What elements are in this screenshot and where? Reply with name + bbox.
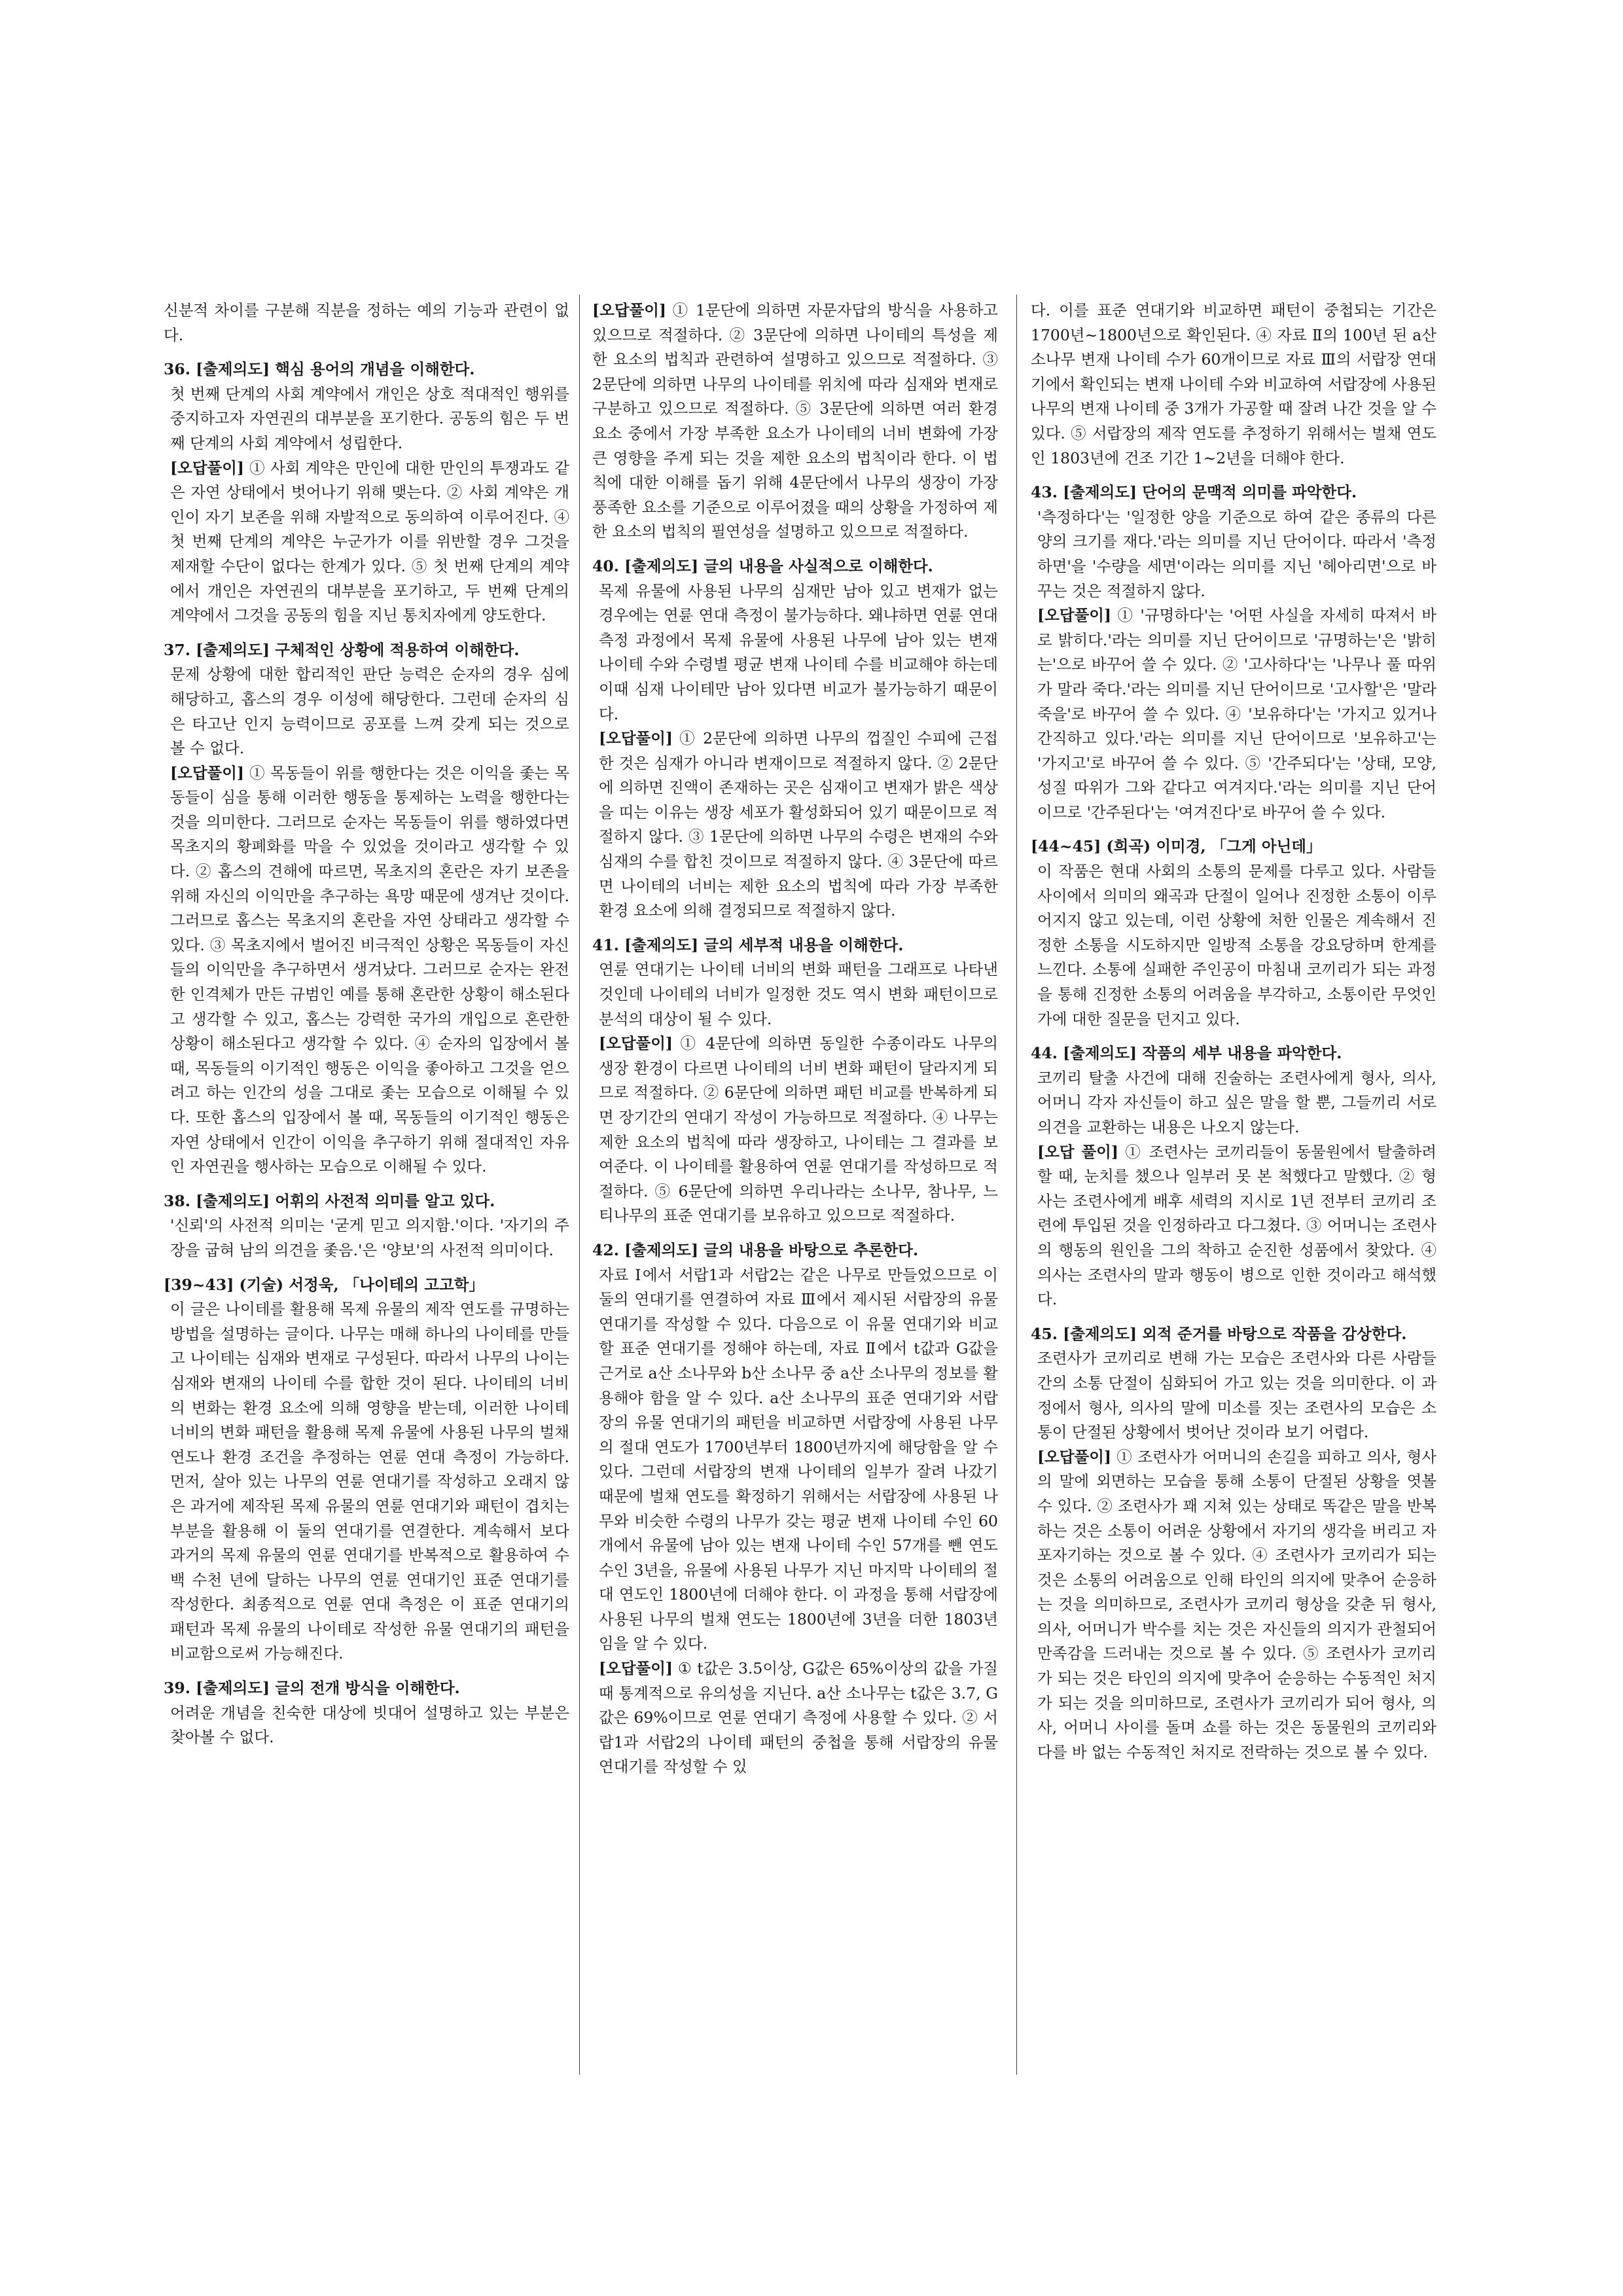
explanation-paragraph — [599, 1031, 998, 1229]
answer-section — [164, 1189, 569, 1263]
paragraph-text: 이 글은 나이테를 활용해 목제 유물의 제작 연도를 규명하는 방법을 설명하는 글이다. 나무는 매해 하나의 나이테를 만들고 나이테는 심재와 변재로 구성된다. 따라서 나무의 나이는 심재와 변재의 나이테 수를 합한 것이 된다. 나이테의 너비의 변화는 환경 요소에 의해 영향을 받는데, 이러한 나이테 너비의 변화 패턴을 활용해 목제 유물에 사용된 나무의 벌채 연도나 환경 조건을 추정하는 연륜 연대 측정이 가능하다. 먼저, 살아 있는 나무의 연륜 연대기를 작성하고 오래지 않은 과거에 제작된 목제 유물의 연륜 연대기와 패턴이 겹치는 부분을 활용해 이 둘의 연대기를 연결한다. 계속해서 보다 과거의 목제 유물의 연륜 연대기를 반복적으로 활용하여 수백 수천 년에 달하는 나무의 연륜 연대기인 표준 연대기를 작성한다. 최종적으로 연륜 연대 측정은 이 표준 연대기의 패턴과 목제 유물의 나이테로 작성한 유물 연대기의 패턴을 비교함으로써 가능해진다. — [170, 1300, 569, 1663]
section-heading: 38. [출제의도] 어휘의 사전적 의미를 알고 있다. — [164, 1191, 495, 1210]
section-heading: 40. [출제의도] 글의 내용을 사실적으로 이해한다. — [592, 556, 933, 575]
explanation-paragraph — [170, 456, 569, 628]
answer-section — [1031, 1041, 1436, 1312]
explanation-paragraph — [164, 298, 569, 348]
wrong-answer-label: [오답풀이] — [170, 458, 245, 477]
explanation-paragraph — [170, 1297, 569, 1666]
answer-section — [164, 1273, 569, 1667]
wrong-answer-label: [오답풀이] — [599, 729, 673, 748]
paragraph-text: ① t값은 3.5이상, G값은 65%이상의 값을 가질 때 통계적으로 유의성을 지닌다. a산 소나무는 t값은 3.7, G값은 69%이므로 연륜 연대기 측정에 사용할 수 있다. ② 서랍1과 서랍2의 나이테 패턴의 중첩을 통해 서랍장의 유물 연대기를 작성할 수 있 — [599, 1659, 998, 1776]
explanation-paragraph — [1037, 859, 1436, 1031]
answer-section — [164, 357, 569, 628]
paragraph-text: 신분적 차이를 구분해 직분을 정하는 예의 기능과 관련이 없다. — [164, 301, 569, 344]
column-2 — [592, 298, 998, 1780]
section-heading: 36. [출제의도] 핵심 용어의 개념을 이해한다. — [164, 360, 475, 379]
wrong-answer-label: [오답 풀이] — [1037, 1142, 1118, 1161]
explanation-paragraph — [1037, 1445, 1436, 1765]
paragraph-text: 첫 번째 단계의 사회 계약에서 개인은 상호 적대적인 행위를 중지하고자 자연권의 대부분을 포기한다. 공동의 힘은 두 번째 단계의 사회 계약에서 성립한다. — [170, 384, 569, 452]
section-heading: 39. [출제의도] 글의 전개 방식을 이해한다. — [164, 1679, 460, 1698]
explanation-paragraph — [592, 298, 998, 545]
paragraph-text: 조련사가 코끼리로 변해 가는 모습은 조련사와 다른 사람들 간의 소통 단절이 심화되어 가고 있는 것을 의미한다. 이 과정에서 형사, 의사의 말에 미소를 짓는 조련사의 모습은 소통이 단절된 상황에서 벗어난 것이라 보기 어렵다. — [1037, 1349, 1436, 1442]
paragraph-text: ① 2문단에 의하면 나무의 껍질인 수피에 근접한 것은 심재가 아니라 변재이므로 적절하지 않다. ② 2문단에 의하면 진액이 존재하는 곳은 심재이고 변재가 밝은 색상을 띠는 이유는 생장 세포가 활성화되어 있기 때문이므로 적절하지 않다. ③ 1문단에 의하면 나무의 수령은 변재의 수와 심재의 수를 합친 것이므로 적절하지 않다. ④ 3문단에 따르면 나이테의 너비는 제한 요소의 법칙에 따라 가장 부족한 환경 요소에 의해 결정되므로 적절하지 않다. — [599, 729, 998, 920]
paragraph-text: 자료 Ⅰ에서 서랍1과 서랍2는 같은 나무로 만들었으므로 이 둘의 연대기를 연결하여 자료 Ⅲ에서 제시된 서랍장의 유물 연대기를 작성할 수 있다. 다음으로 이 유물 연대기와 비교할 표준 연대기를 정해야 하는데, 자료 Ⅱ에서 t값과 G값을 근거로 a산 소나무와 b산 소나무 중 a산 소나무의 정보를 활용해야 함을 알 수 있다. a산 소나무의 표준 연대기와 서랍장의 유물 연대기의 패턴을 비교하면 서랍장에 사용된 나무의 절대 연도가 1700년부터 1800년까지에 해당함을 알 수 있다. 그런데 서랍장의 변재 나이테의 일부가 잘려 나갔기 때문에 벌채 연도를 확정하기 위해서는 서랍장에 사용된 나무와 비슷한 수령의 나무가 갖는 평균 변재 나이테 수인 60개에서 유물에 남아 있는 변재 나이테 수인 57개를 뺀 연도 수인 3년을, 유물에 사용된 나무가 지닌 마지막 나이테의 절대 연도인 1800년에 더해야 한다. 이 과정을 통해 서랍장에 사용된 나무의 벌채 연도는 1800년에 3년을 더한 1803년임을 알 수 있다. — [599, 1265, 998, 1653]
explanation-paragraph — [1037, 603, 1436, 825]
section-heading: [39~43] (기술) 서정욱, 「나이테의 고고학」 — [164, 1275, 484, 1294]
answer-section — [592, 933, 998, 1229]
answer-section — [164, 638, 569, 1179]
answer-section — [1031, 298, 1436, 471]
paragraph-text: 다. 이를 표준 연대기와 비교하면 패턴이 중첩되는 기간은 1700년~1800년으로 확인된다. ④ 자료 Ⅱ의 100년 된 a산 소나무 변재 나이테 수가 60개이므로 자료 Ⅲ의 서랍장 연대기에서 확인되는 변재 나이테 수와 비교하여 서랍장에 사용된 나무의 변재 나이테 중 3개가 가공할 때 잘려 나간 것을 알 수 있다. ⑤ 서랍장의 제작 연도를 추정하기 위해서는 벌채 연도인 1803년에 건조 기간 1~2년을 더해야 한다. — [1031, 301, 1436, 467]
explanation-paragraph — [599, 958, 998, 1031]
wrong-answer-label: [오답풀이] — [1037, 606, 1112, 625]
column-1 — [164, 298, 569, 1750]
section-heading: 41. [출제의도] 글의 세부적 내용을 이해한다. — [592, 935, 904, 954]
explanation-paragraph — [170, 662, 569, 761]
section-heading: 45. [출제의도] 외적 준거를 바탕으로 작품을 감상한다. — [1031, 1324, 1407, 1343]
section-heading: 43. [출제의도] 단어의 문맥적 의미를 파악한다. — [1031, 483, 1357, 502]
answer-section — [1031, 1322, 1436, 1765]
paragraph-text: ① 목동들이 위를 행한다는 것은 이익을 좇는 목동들이 심을 통해 이러한 행동을 통제하는 노력을 행한다는 것을 의미한다. 그러므로 순자는 목동들이 위를 행하였다면 목초지의 황폐화를 막을 수 있었을 것이라고 생각할 수 있다. ② 홉스의 견해에 따르면, 목초지의 혼란은 자기 보존을 위해 자신의 이익만을 추구하는 욕망 때문에 생겨난 것이다. 그러므로 홉스는 목초지의 혼란을 자연 상태라고 생각할 수 있다. ③ 목초지에서 벌어진 비극적인 상황은 목동들이 자신들의 이익만을 추구하면서 생겨났다. 그러므로 순자는 완전한 인격체가 만든 규범인 예를 통해 혼란한 상황이 해소된다고 생각할 수 있고, 홉스는 강력한 국가의 개입으로 혼란한 상황이 해소된다고 생각할 수 있다. ④ 순자의 입장에서 볼 때, 목동들의 이기적인 행동은 이익을 좋아하고 그것을 얻으려고 하는 인간의 성을 그대로 좇는 모습으로 이해될 수 있다. 또한 홉스의 입장에서 볼 때, 목동들의 이기적인 행동은 자연 상태에서 인간이 이익을 추구하기 위해 절대적인 자유인 자연권을 행사하는 모습으로 이해될 수 있다. — [170, 763, 569, 1176]
paragraph-text: ① 사회 계약은 만인에 대한 만인의 투쟁과도 같은 자연 상태에서 벗어나기 위해 맺는다. ② 사회 계약은 개인이 자기 보존을 위해 자발적으로 동의하여 이루어진다. ④ 첫 번째 단계의 계약은 누군가가 이를 위반할 경우 그것을 제재할 수단이 없다는 한계가 있다. ⑤ 첫 번째 단계의 계약에서 개인은 자연권의 대부분을 포기하고, 두 번째 단계의 계약에서 그것을 공동의 힘을 지닌 통치자에게 양도한다. — [170, 458, 569, 625]
section-heading: [44~45] (희곡) 이미경, 「그게 아닌데」 — [1031, 837, 1322, 856]
wrong-answer-label: [오답풀이] — [599, 1034, 673, 1053]
answer-section — [592, 298, 998, 545]
answer-section — [592, 554, 998, 924]
explanation-paragraph — [599, 1263, 998, 1657]
paragraph-text: 코끼리 탈출 사건에 대해 진술하는 조련사에게 형사, 의사, 어머니 각자 자신들이 하고 싶은 말을 할 뿐, 그들끼리 서로 의견을 교환하는 내용은 나오지 않는다. — [1037, 1068, 1436, 1136]
section-heading: 44. [출제의도] 작품의 세부 내용을 파악한다. — [1031, 1044, 1342, 1063]
paragraph-text: ① '규명하다'는 '어떤 사실을 자세히 따져서 바로 밝히다.'라는 의미를 지닌 단어이므로 '규명하는'은 '밝히는'으로 바꾸어 쓸 수 있다. ② '고사하다'는 '나무나 풀 따위가 말라 죽다.'라는 의미를 지닌 단어이므로 '고사할'은 '말라 죽을'로 바꾸어 쓸 수 있다. ④ '보유하다'는 '가지고 있거나 간직하고 있다.'라는 의미를 지닌 단어이므로 '보유하고'는 '가지고'로 바꾸어 쓸 수 있다. ⑤ '간주되다'는 '상태, 모양, 성질 따위가 그와 같다고 여겨지다.'라는 의미를 지닌 단어이므로 '간주된다'는 '여겨진다'로 바꾸어 쓸 수 있다. — [1037, 606, 1436, 821]
paragraph-text: ① 1문단에 의하면 자문자답의 방식을 사용하고 있으므로 적절하다. ② 3문단에 의하면 나이테의 특성을 제한 요소의 법칙과 관련하여 설명하고 있으므로 적절하다. ③ 2문단에 의하면 나무의 나이테를 위치에 따라 심재와 변재로 구분하고 있으므로 적절하다. ⑤ 3문단에 의하면 여러 환경 요소 중에서 가장 부족한 요소가 나이테의 너비 변화에 가장 큰 영향을 주게 되는 것을 제한 요소의 법칙이라 한다. 이 법칙에 대한 이해를 돕기 위해 4문단에서 나무의 생장이 가장 풍족한 요소를 기준으로 이루어졌을 때의 상황을 가정하여 제한 요소의 법칙의 필연성을 설명하고 있으므로 적절하다. — [592, 301, 998, 541]
explanation-paragraph — [599, 1657, 998, 1780]
wrong-answer-label: [오답풀이] — [599, 1659, 673, 1678]
explanation-paragraph — [170, 1213, 569, 1263]
explanation-paragraph — [1037, 1066, 1436, 1140]
paragraph-text: ① 조련사가 어머니의 손길을 피하고 의사, 형사의 말에 외면하는 모습을 통해 소통이 단절된 상황을 엿볼 수 있다. ② 조련사가 꽤 지쳐 있는 상태로 똑같은 말을 반복하는 것은 소통이 어려운 상황에서 자기의 생각을 버리고 자포자기하는 것으로 볼 수 있다. ④ 조련사가 코끼리가 되는 것은 소통의 어려움으로 인해 타인의 의지에 맞추어 순응하는 것을 의미하므로, 조련사가 코끼리 형상을 갖춘 뒤 형사, 의사, 어머니가 박수를 치는 것은 자신들의 의지가 관철되어 만족감을 드러내는 것으로 볼 수 있다. ⑤ 조련사가 코끼리가 되는 것은 타인의 의지에 맞추어 순응하는 수동적인 처지가 되는 것을 의미하므로, 조련사가 코끼리가 되어 형사, 의사, 어머니 사이를 돌며 쇼를 하는 것은 동물원의 코끼리와 다를 바 없는 수동적인 처지로 전락하는 것으로 볼 수 있다. — [1037, 1447, 1436, 1761]
paragraph-text: 목제 유물에 사용된 나무의 심재만 남아 있고 변재가 없는 경우에는 연륜 연대 측정이 불가능하다. 왜냐하면 연륜 연대 측정 과정에서 목제 유물에 사용된 나무에 남아 있는 변재 나이테 수와 수령별 평균 변재 나이테 수를 비교해야 하는데 이때 심재 나이테만 남아 있다면 비교가 불가능하기 때문이다. — [599, 581, 998, 723]
column-3 — [1031, 298, 1436, 1765]
answer-section — [164, 1676, 569, 1750]
wrong-answer-label: [오답풀이] — [592, 301, 667, 319]
explanation-paragraph — [1037, 1140, 1436, 1312]
column-divider-2 — [1016, 295, 1017, 2075]
column-divider-1 — [579, 295, 580, 2075]
paragraph-text: 문제 상황에 대한 합리적인 판단 능력은 순자의 경우 심에 해당하고, 홉스의 경우 이성에 해당한다. 그런데 순자의 심은 타고난 인지 능력이므로 공포를 느껴 갖게 되는 것으로 볼 수 없다. — [170, 665, 569, 758]
paragraph-text: 연륜 연대기는 나이테 너비의 변화 패턴을 그래프로 나타낸 것인데 나이테의 너비가 일정한 것도 역시 변화 패턴이므로 분석의 대상이 될 수 있다. — [599, 960, 998, 1028]
explanation-paragraph — [1037, 1346, 1436, 1444]
section-heading: 37. [출제의도] 구체적인 상황에 적용하여 이해한다. — [164, 640, 520, 659]
explanation-paragraph — [170, 761, 569, 1179]
explanation-paragraph — [1037, 505, 1436, 603]
answer-section — [1031, 834, 1436, 1031]
answer-section — [592, 1238, 998, 1780]
explanation-paragraph — [1031, 298, 1436, 471]
paragraph-text: ① 4문단에 의하면 동일한 수종이라도 나무의 생장 환경이 다르면 나이테의 너비 변화 패턴이 달라지게 되므로 적절하다. ② 6문단에 의하면 패턴 비교를 반복하게 되면 장기간의 연대기 작성이 가능하므로 적절하다. ④ 나무는 제한 요소의 법칙에 따라 생장하고, 나이테는 그 결과를 보여준다. 이 나이테를 활용하여 연륜 연대기를 작성하므로 적절하다. ⑤ 6문단에 의하면 우리나라는 소나무, 참나무, 느티나무의 표준 연대기를 보유하고 있으므로 적절하다. — [599, 1034, 998, 1225]
explanation-paragraph — [599, 579, 998, 727]
wrong-answer-label: [오답풀이] — [1037, 1447, 1112, 1466]
explanation-paragraph — [599, 726, 998, 924]
paragraph-text: '신뢰'의 사전적 의미는 '굳게 믿고 의지함.'이다. '자기의 주장을 굽혀 남의 의견을 좇음.'은 '양보'의 사전적 의미이다. — [170, 1216, 569, 1259]
explanation-paragraph — [170, 1701, 569, 1750]
paragraph-text: 이 작품은 현대 사회의 소통의 문제를 다루고 있다. 사람들 사이에서 의미의 왜곡과 단절이 일어나 진정한 소통이 이루어지지 않고 있는데, 이런 상황에 처한 인물은 계속해서 진정한 소통을 시도하지만 일방적 소통을 강요당하며 한계를 느낀다. 소통에 실패한 주인공이 마침내 코끼리가 되는 과정을 통해 진정한 소통의 어려움을 부각하고, 소통이란 무엇인가에 대한 질문을 던지고 있다. — [1037, 862, 1436, 1028]
explanation-paragraph — [170, 382, 569, 456]
paragraph-text: ① 조련사는 코끼리들이 동물원에서 탈출하려 할 때, 눈치를 챘으나 일부러 못 본 척했다고 말했다. ② 형사는 조련사에게 배후 세력의 지시로 1년 전부터 코끼리 조련에 투입된 것을 인정하라고 다그쳤다. ③ 어머니는 조련사의 행동의 원인을 그의 착하고 순진한 성품에서 찾았다. ④ 의사는 조련사의 말과 행동이 병으로 인한 것이라고 해석했다. — [1037, 1142, 1436, 1309]
section-heading: 42. [출제의도] 글의 내용을 바탕으로 추론한다. — [592, 1240, 919, 1259]
paragraph-text: 어려운 개념을 친숙한 대상에 빗대어 설명하고 있는 부분은 찾아볼 수 없다. — [170, 1703, 569, 1747]
paragraph-text: '측정하다'는 '일정한 양을 기준으로 하여 같은 종류의 다른 양의 크기를 재다.'라는 의미를 지닌 단어이다. 따라서 '측정하면'을 '수량을 세면'이라는 의미를 지닌 '헤아리면'으로 바꾸는 것은 적절하지 않다. — [1037, 507, 1436, 600]
answer-section — [1031, 480, 1436, 825]
answer-section — [164, 298, 569, 348]
wrong-answer-label: [오답풀이] — [170, 763, 245, 782]
